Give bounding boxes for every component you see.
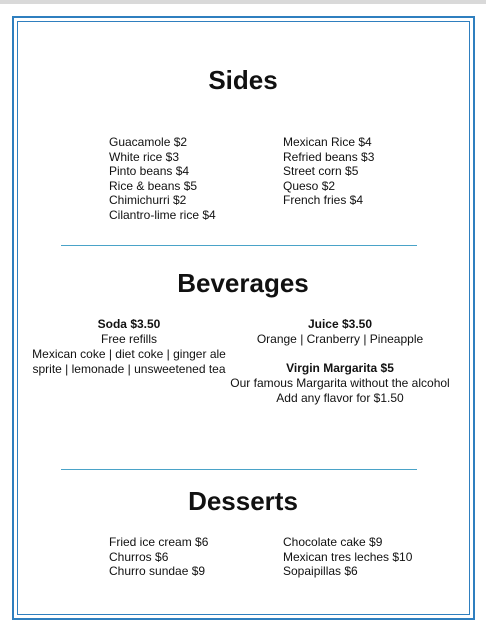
soda-detail: Free refills <box>100 332 157 346</box>
menu-item: French fries $4 <box>283 193 364 208</box>
margarita-block <box>218 361 462 406</box>
menu-item: Guacamole $2 <box>109 135 188 149</box>
desserts-right-column <box>283 535 412 579</box>
section-divider <box>61 469 417 470</box>
margarita-addon: Add any flavor for $1.50 <box>276 391 404 405</box>
sides-heading: Sides <box>208 65 278 95</box>
menu-item: Churros $6 <box>109 549 169 564</box>
margarita-description: Our famous Margarita without the alcohol <box>230 376 450 390</box>
menu-item: Refried beans $3 <box>283 149 375 164</box>
soda-options: Mexican coke | diet coke | ginger ale <box>32 347 226 361</box>
menu-item: Mexican Rice $4 <box>283 135 372 149</box>
menu-item: Pinto beans $4 <box>109 164 190 179</box>
menu-item: Queso $2 <box>283 178 336 193</box>
soda-block <box>20 317 238 377</box>
margarita-name: Virgin Margarita $5 <box>286 361 394 375</box>
menu-item: White rice $3 <box>109 149 180 164</box>
menu-item: Sopaipillas $6 <box>283 564 358 579</box>
menu-item: Chocolate cake $9 <box>283 535 383 549</box>
menu-item: Cilantro-lime rice $4 <box>109 207 216 222</box>
menu-item: Chimichurri $2 <box>109 193 187 208</box>
soda-name: Soda $3.50 <box>97 317 161 331</box>
menu-item: Churro sundae $9 <box>109 564 206 579</box>
beverages-heading: Beverages <box>177 268 309 298</box>
section-divider <box>61 245 417 246</box>
menu-item: Rice & beans $5 <box>109 178 198 193</box>
juice-block <box>228 317 452 347</box>
sides-left-column <box>109 135 216 223</box>
desserts-heading: Desserts <box>188 486 298 516</box>
desserts-left-column <box>109 535 208 579</box>
menu-item: Street corn $5 <box>283 164 359 179</box>
juice-options: Orange | Cranberry | Pineapple <box>256 332 424 346</box>
juice-name: Juice $3.50 <box>307 317 373 331</box>
sides-right-column <box>283 135 374 208</box>
top-rule <box>0 0 486 4</box>
soda-options: sprite | lemonade | unsweetened tea <box>32 362 226 376</box>
menu-item: Mexican tres leches $10 <box>283 549 413 564</box>
menu-item: Fried ice cream $6 <box>109 535 209 549</box>
